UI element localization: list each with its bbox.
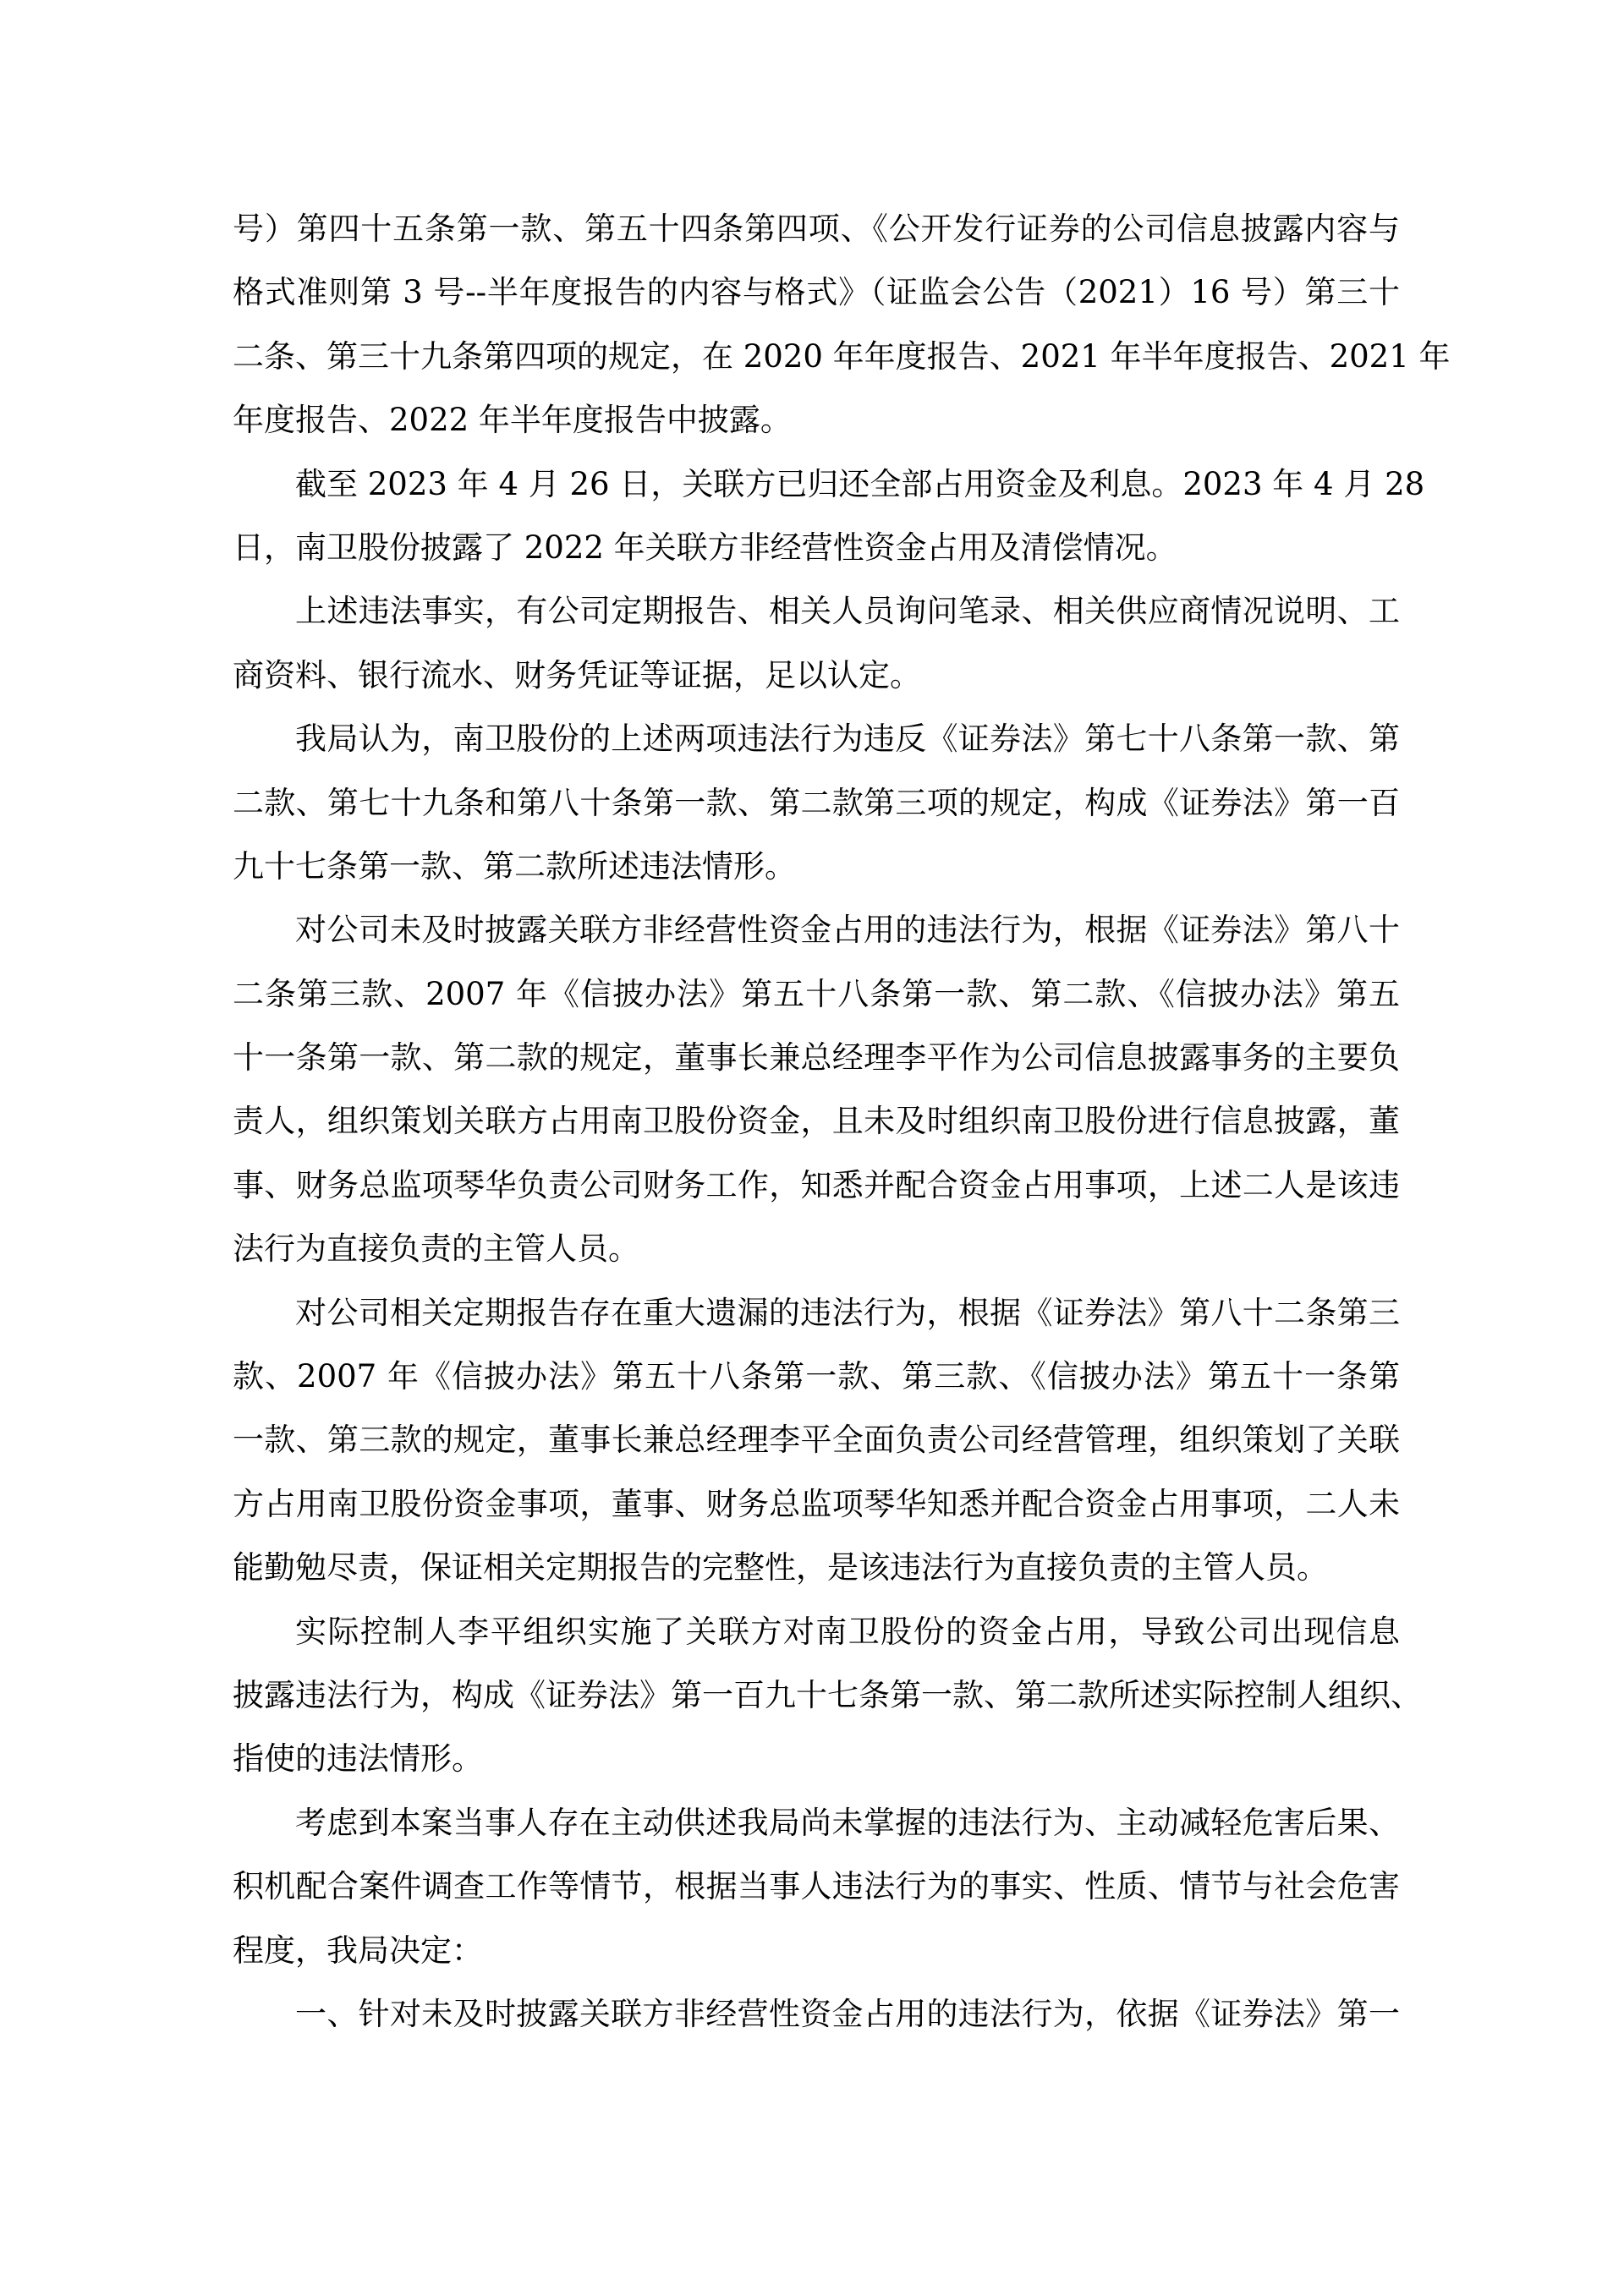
paragraph xyxy=(233,452,1425,580)
text-line: 款、2007 年《信披办法》第五十八条第一款、第三款、《信披办法》第五十一条第 xyxy=(233,1358,1400,1395)
paragraph xyxy=(233,197,1451,452)
text-line: 一、针对未及时披露关联方非经营性资金占用的违法行为，依据《证券法》第一 xyxy=(295,1995,1400,2032)
paragraph xyxy=(233,1982,1400,2046)
text-line: 事、财务总监项琴华负责公司财务工作，知悉并配合资金占用事项，上述二人是该违 xyxy=(233,1166,1400,1203)
text-line: 商资料、银行流水、财务凭证等证据，足以认定。 xyxy=(233,656,921,693)
text-line: 日，南卫股份披露了 2022 年关联方非经营性资金占用及清偿情况。 xyxy=(233,529,1177,566)
text-line: 考虑到本案当事人存在主动供述我局尚未掌握的违法行为、主动减轻危害后果、 xyxy=(295,1804,1400,1841)
text-line: 号）第四十五条第一款、第五十四条第四项、《公开发行证券的公司信息披露内容与 xyxy=(233,211,1400,247)
text-line: 格式准则第 3 号--半年度报告的内容与格式》（证监会公告（2021）16 号）第三十 xyxy=(233,274,1400,311)
paragraph xyxy=(233,579,1400,707)
paragraph xyxy=(233,1281,1400,1600)
text-line: 能勤勉尽责，保证相关定期报告的完整性，是该违法行为直接负责的主管人员。 xyxy=(233,1549,1328,1586)
text-line: 法行为直接负责的主管人员。 xyxy=(233,1230,639,1268)
text-line: 披露违法行为，构成《证券法》第一百九十七条第一款、第二款所述实际控制人组织、 xyxy=(233,1676,1422,1713)
text-line: 我局认为，南卫股份的上述两项违法行为违反《证券法》第七十八条第一款、第 xyxy=(295,721,1400,758)
text-line: 指使的违法情形。 xyxy=(233,1740,483,1778)
text-line: 二款、第七十九条和第八十条第一款、第二款第三项的规定，构成《证券法》第一百 xyxy=(233,784,1400,821)
text-line: 二条第三款、2007 年《信披办法》第五十八条第一款、第二款、《信披办法》第五 xyxy=(233,975,1400,1012)
text-line: 上述违法事实，有公司定期报告、相关人员询问笔录、相关供应商情况说明、工 xyxy=(295,593,1400,630)
text-line: 一款、第三款的规定，董事长兼总经理李平全面负责公司经营管理，组织策划了关联 xyxy=(233,1422,1400,1459)
paragraph xyxy=(233,1600,1422,1791)
text-line: 程度，我局决定： xyxy=(233,1932,483,1969)
text-line: 积机配合案件调查工作等情节，根据当事人违法行为的事实、性质、情节与社会危害 xyxy=(233,1868,1400,1905)
text-line: 二条、第三十九条第四项的规定，在 2020 年年度报告、2021 年半年度报告、2021 年 xyxy=(233,337,1451,375)
text-line: 对公司未及时披露关联方非经营性资金占用的违法行为，根据《证券法》第八十 xyxy=(295,912,1400,949)
text-line: 九十七条第一款、第二款所述违法情形。 xyxy=(233,847,796,885)
document-body xyxy=(233,197,1451,2046)
text-line: 十一条第一款、第二款的规定，董事长兼总经理李平作为公司信息披露事务的主要负 xyxy=(233,1039,1400,1077)
text-line: 年度报告、2022 年半年度报告中披露。 xyxy=(233,402,792,439)
text-line: 实际控制人李平组织实施了关联方对南卫股份的资金占用，导致公司出现信息 xyxy=(295,1613,1400,1650)
paragraph xyxy=(233,707,1400,898)
text-line: 责人，组织策划关联方占用南卫股份资金，且未及时组织南卫股份进行信息披露，董 xyxy=(233,1103,1400,1140)
text-line: 截至 2023 年 4 月 26 日，关联方已归还全部占用资金及利息。2023 年 4 月 28 xyxy=(295,465,1425,502)
text-line: 方占用南卫股份资金事项，董事、财务总监项琴华知悉并配合资金占用事项，二人未 xyxy=(233,1485,1400,1522)
text-line: 对公司相关定期报告存在重大遗漏的违法行为，根据《证券法》第八十二条第三 xyxy=(295,1294,1400,1331)
paragraph xyxy=(233,898,1400,1280)
paragraph xyxy=(233,1791,1400,1982)
